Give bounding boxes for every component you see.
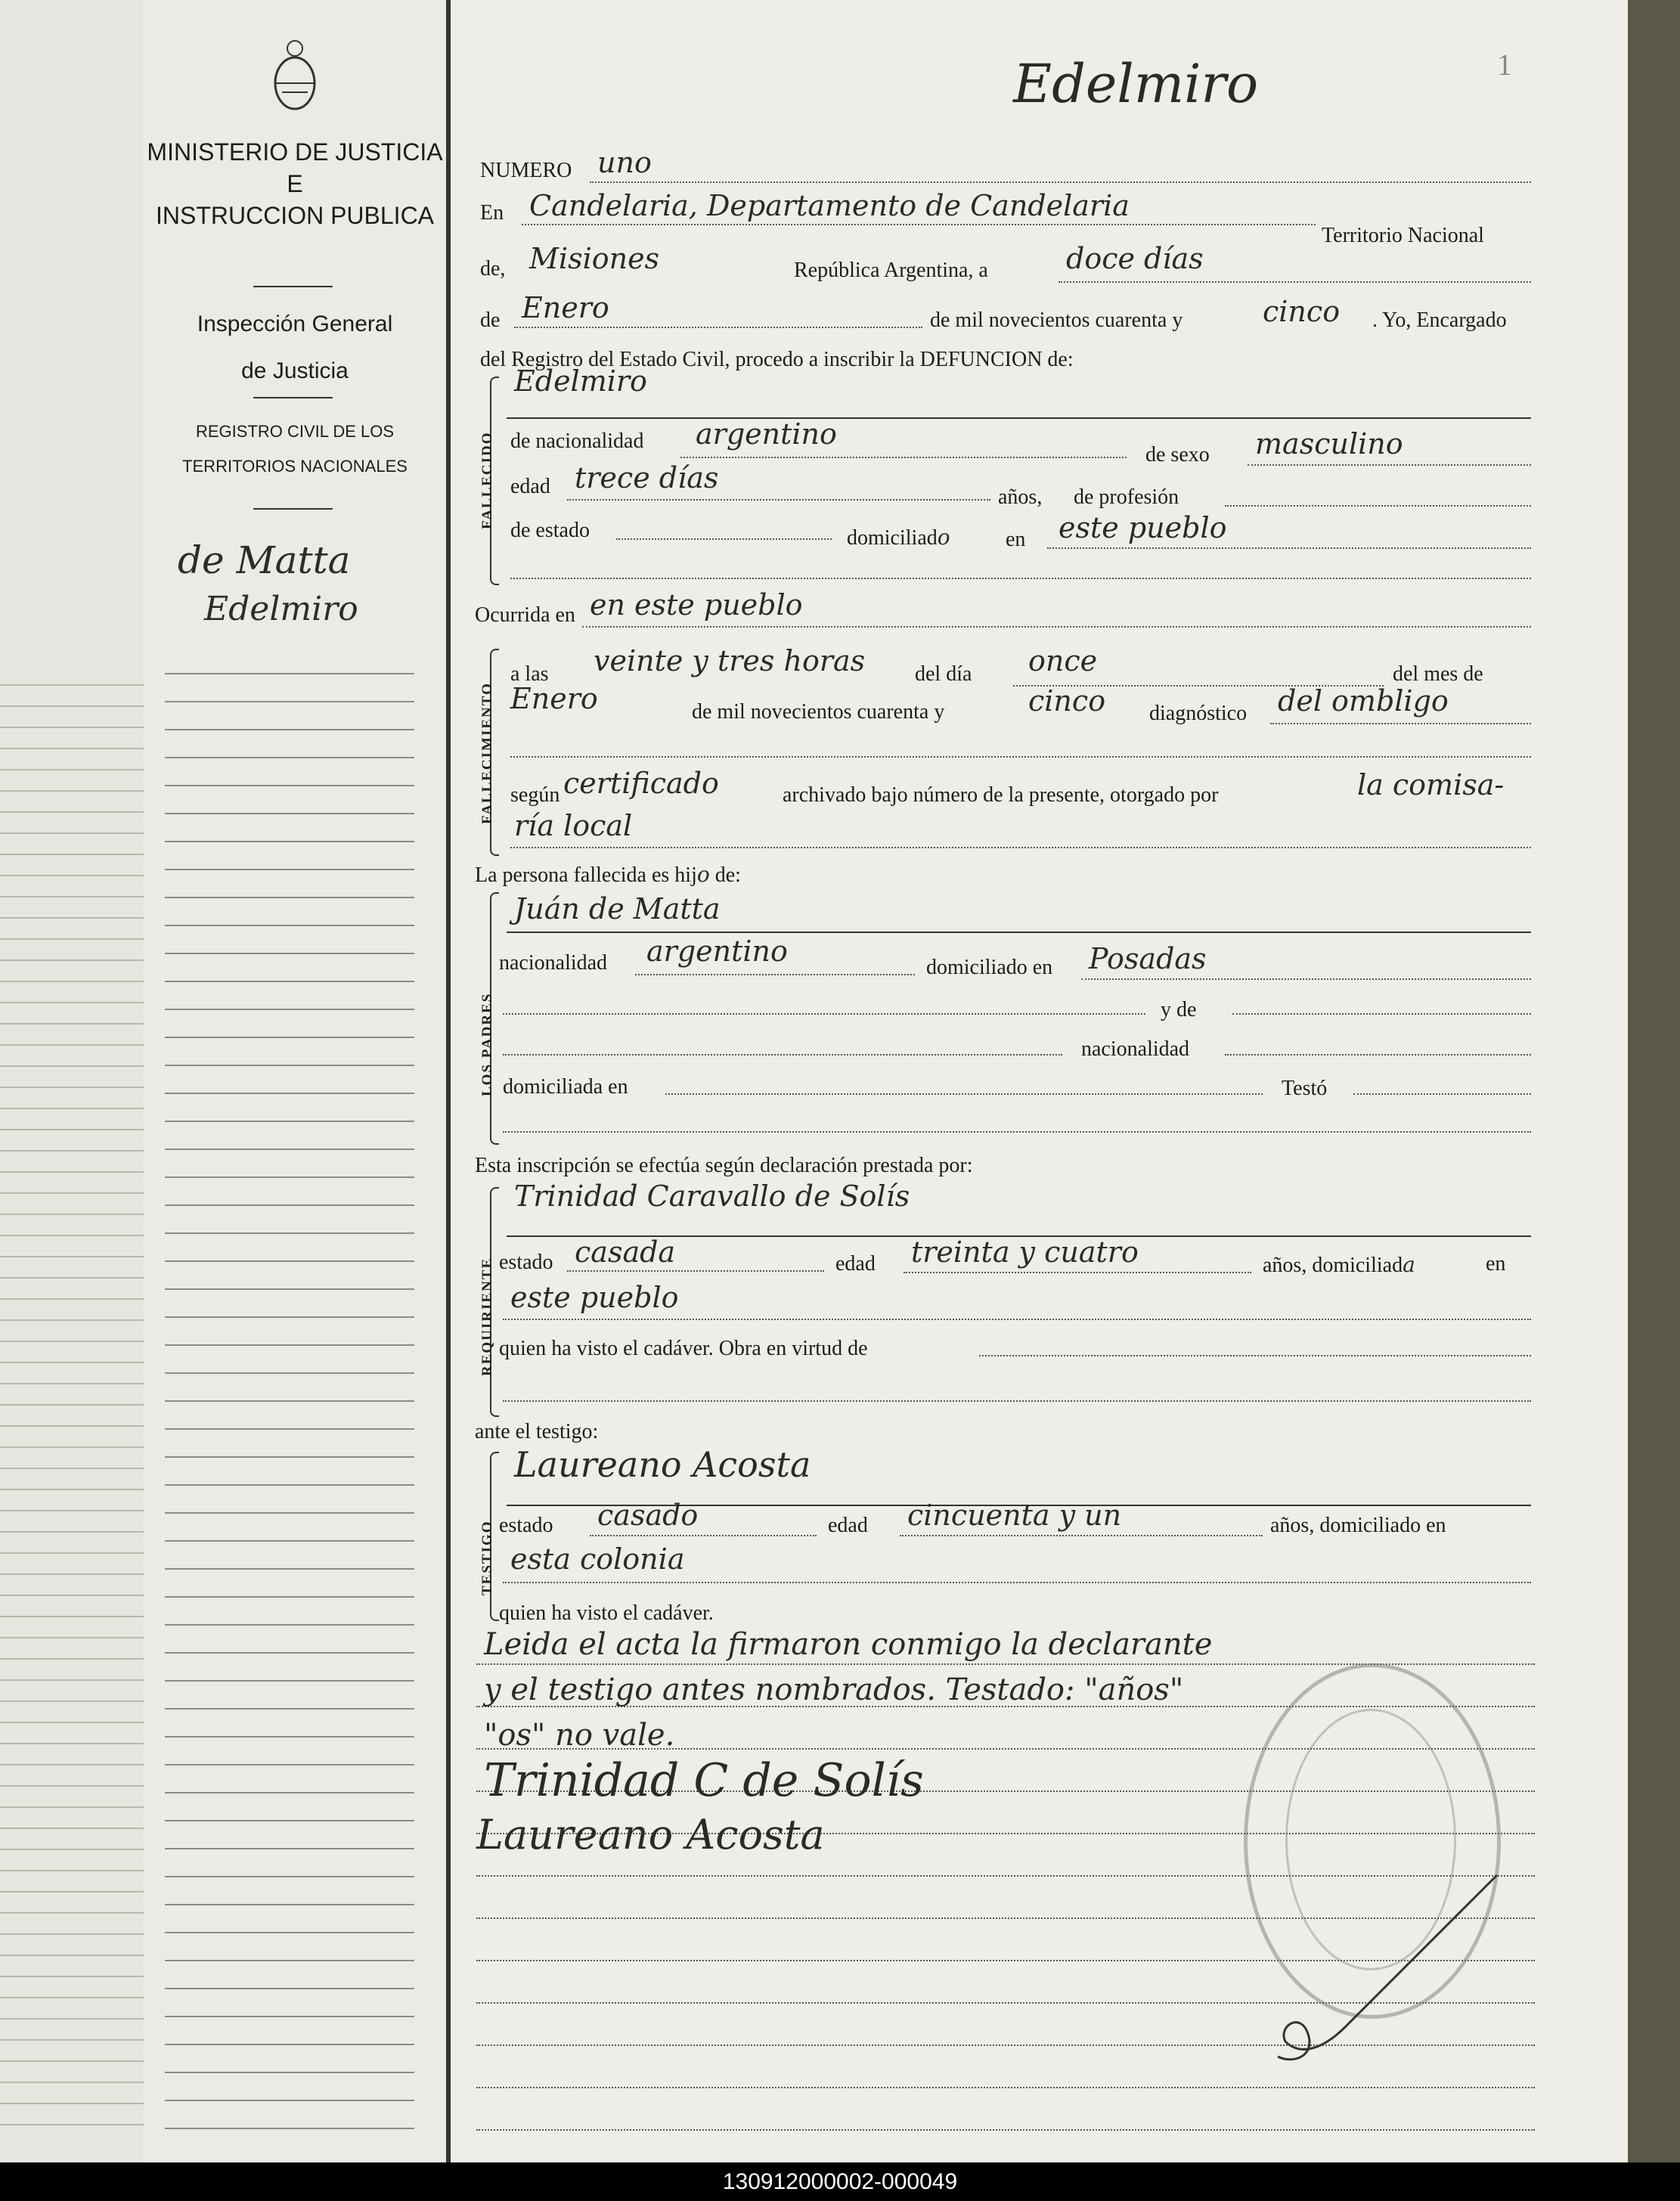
footer-id: 130912000002-000049 [0,2162,1680,2201]
del-dia-label: del día [915,662,972,686]
left-page-rule [0,1637,144,1638]
stub-rule [165,1540,414,1542]
left-page-rule [0,1150,144,1152]
divider [253,286,333,287]
padres-intro-suffix: o [696,862,710,887]
requiriente-anos-text: años, domiciliad [1263,1254,1403,1277]
left-page-rule [0,1933,144,1935]
ministry-line-1: MINISTERIO DE JUSTICIA [147,138,443,166]
stub-rule [165,1596,414,1598]
left-page-rule [0,1573,144,1575]
rule [665,1093,1263,1095]
republica-label: República Argentina, a [794,259,988,282]
stub-rule [165,1093,414,1094]
stub-rule [165,2128,414,2129]
closing-rule [476,2129,1535,2131]
testigo-anos-label: años, domiciliado en [1270,1514,1446,1537]
left-page-rule [0,1404,144,1406]
requiriente-edad-label: edad [835,1252,876,1276]
testigo-domicilio: esta colonia [510,1542,685,1576]
nacionalidad-label: de nacionalidad [510,429,644,453]
left-page-rule [0,748,144,749]
rule [503,1400,1531,1402]
left-page-rule [0,1955,144,1956]
left-page-rule [0,938,144,940]
rule [510,578,1531,579]
stub-rule [165,1288,414,1290]
stub-given-name: Edelmiro [204,590,358,628]
estado-label: de estado [510,519,590,542]
domicilio-value: este pueblo [1059,511,1227,544]
stub-rule [165,701,414,702]
rule [635,974,915,975]
left-page-rule [0,1743,144,1744]
rule [590,1535,817,1536]
left-page-rule [0,1362,144,1363]
left-page-rule [0,1679,144,1681]
padres-domiciliado-label: domiciliado en [926,956,1053,979]
en-label: En [480,201,504,225]
profesion-label: de profesión [1074,485,1179,509]
segun-label: según [510,783,560,807]
stub-rule [165,1344,414,1346]
stub-rule [165,785,414,786]
registry-line-1: REGISTRO CIVIL DE LOS [195,422,395,441]
left-page-rule [0,1891,144,1893]
rule [503,1013,1145,1015]
stub-rule [165,953,414,954]
rule [1047,547,1531,549]
left-page-rule [0,1658,144,1660]
rule [590,181,1531,183]
left-page-rule [0,1595,144,1596]
left-page-rule [0,2082,144,2083]
nacionalidad-value: argentino [696,417,837,451]
padre-value: Juán de Matta [514,892,721,925]
ocurrida-label: Ocurrida en [475,603,575,627]
padres-nacionalidad-label: nacionalidad [499,951,608,975]
left-page-rule [0,1341,144,1342]
requiriente-anos-label [1263,1252,1415,1278]
left-page-rule [0,2060,144,2062]
left-page-rule [0,854,144,855]
rule [900,1535,1263,1536]
left-page-rule [0,1002,144,1003]
left-page-rule [0,1256,144,1257]
stub-rule [165,925,414,926]
fallecido-side-label: FALLECIDO [479,431,495,529]
closing-rule [476,2087,1535,2088]
padres-domicilio-value: Posadas [1089,942,1207,975]
sexo-label: de sexo [1145,443,1210,467]
stub-rule [165,1652,414,1654]
requiriente-intro: Esta inscripción se efectúa según declaración prestada por: [475,1154,973,1177]
testigo-edad-label: edad [828,1514,868,1537]
padres-nacionalidad-value: argentino [646,935,788,968]
left-page-rule [0,1023,144,1025]
stub-rule [165,2100,414,2101]
stub-rule [165,1204,414,1206]
hora-value: veinte y tres horas [594,644,866,677]
left-page-rule [0,1425,144,1427]
testigo-visto-label: quien ha visto el cadáver. [499,1601,714,1625]
rule [503,1319,1531,1320]
rule [567,1270,824,1272]
rule [582,626,1531,628]
inspection-line-2: de Justicia [241,358,349,383]
closing-line-2: y el testigo antes nombrados. Testado: "años" [484,1672,1184,1707]
rule [1232,1013,1531,1015]
left-page-rule [0,2103,144,2104]
de2-label: de [480,308,501,332]
ministry-line-3: INSTRUCCION PUBLICA [155,202,435,229]
closing-line-3: "os" no vale. [484,1718,675,1753]
rule [680,457,1127,458]
y-de-label: y de [1161,998,1197,1021]
stub-rule [165,1176,414,1178]
left-page-rule [0,1849,144,1850]
otorgado-value: la comisa- [1357,768,1505,801]
registry-line-2: TERRITORIOS NACIONALES [182,457,408,476]
stub-rule [165,981,414,982]
rule [503,1054,1062,1056]
signature-declarante: Trinidad C de Solís [484,1754,924,1807]
rule [979,1355,1531,1356]
rule [503,1131,1531,1133]
dia-value: once [1028,644,1098,677]
left-page-rule [0,1108,144,1109]
left-page-rule [0,1722,144,1723]
rule [1248,464,1531,466]
left-page-rule [0,705,144,707]
stub-rule [165,1568,414,1570]
stub-rule [165,1680,414,1682]
inspection-line-1: Inspección General [197,312,393,336]
left-page-rule [0,1912,144,1914]
rule [1225,1054,1531,1056]
domiciliado-label-text: domiciliad [847,526,938,550]
otorgado-value-2: ría local [514,809,633,842]
official-signature-icon [1255,1860,1512,2072]
stub-rule [165,1260,414,1262]
numero-label: NUMERO [480,159,572,182]
title-note: Edelmiro [1013,53,1259,115]
left-page-rule [0,769,144,770]
stub-rule [165,1820,414,1821]
left-page-rule [0,917,144,919]
mes-value: Enero [510,682,598,715]
stub-rule [165,1988,414,1989]
archivado-label: archivado bajo número de la presente, otorgado por [783,783,1219,807]
left-page-rule [0,2124,144,2125]
stub-rule [165,1316,414,1318]
rule [1059,281,1531,283]
stub-rule [165,1428,414,1430]
left-page-rule [0,1700,144,1702]
place-value: Candelaria, Departamento de Candelaria [529,189,1130,222]
testigo-estado-value: casado [597,1499,699,1532]
fallecimiento-side-label: FALLECIMIENTO [479,682,495,824]
stub-rule [165,1149,414,1150]
stub-rule [165,1624,414,1626]
padres-nacionalidad2-label: nacionalidad [1081,1037,1190,1061]
month-value: Enero [522,291,609,324]
padres-intro [475,862,741,888]
left-page [0,0,144,2162]
stub-rule [165,1009,414,1010]
diagnostico-value: del ombligo [1278,684,1449,718]
left-page-rule [0,875,144,876]
left-page-rule [0,1171,144,1173]
left-page-rule [0,1785,144,1787]
territory-value: Misiones [529,242,660,275]
left-page-rule [0,1806,144,1808]
stub-rule [165,1904,414,1905]
testigo-estado-label: estado [499,1514,553,1537]
mes-label: del mes de [1393,662,1483,686]
left-page-rule [0,1277,144,1279]
stub-rule [165,1065,414,1066]
mil-label: de mil novecientos cuarenta y [930,308,1183,332]
left-page-rule [0,896,144,897]
registro-label: del Registro del Estado Civil, procedo a inscribir la DEFUNCION de: [480,348,1074,371]
stub-rule [165,1232,414,1234]
padres-side-label: LOS PADRES [479,992,495,1096]
left-page-rule [0,727,144,728]
certificado-value: certificado [563,767,719,800]
left-page-rule [0,1087,144,1088]
page-number: 1 [1497,48,1512,82]
left-page-rule [0,832,144,834]
left-page-rule [0,1552,144,1554]
testigo-nombre: Laureano Acosta [514,1444,811,1485]
testigo-intro: ante el testigo: [475,1420,599,1443]
sexo-value: masculino [1255,427,1403,460]
left-page-rule [0,1976,144,1977]
stub-rule [165,757,414,758]
inspection-heading [144,301,446,395]
edad-label: edad [510,475,550,498]
stub-surname: de Matta [178,538,351,582]
stub-rule [165,1932,414,1933]
requiriente-anos-suffix: a [1403,1252,1415,1277]
left-page-rule [0,1192,144,1194]
rule [1225,505,1531,507]
padres-intro-text: La persona fallecida es hij [475,863,697,887]
requiriente-side-label: REQUIRIENTE [479,1257,495,1376]
left-page-rule [0,1383,144,1384]
rule [616,538,832,540]
rule [522,224,1316,225]
stub-rule [165,1764,414,1765]
left-page-rule [0,1764,144,1765]
left-page-rule [0,2039,144,2041]
left-page-rule [0,1446,144,1448]
stub-rule [165,1037,414,1038]
a-las-label: a las [510,662,549,686]
anos-label: años, [998,485,1043,509]
stub-rule [165,2044,414,2045]
anio-value: cinco [1028,684,1106,718]
rule [507,932,1531,933]
stub-rule [165,1400,414,1402]
left-page-rule [0,684,144,686]
left-page-rule [0,1531,144,1533]
requiriente-en-label: en [1486,1252,1506,1276]
requiriente-estado-value: casada [575,1235,676,1269]
divider [253,397,333,398]
mil2-label: de mil novecientos cuarenta y [692,700,945,724]
registry-heading [144,414,446,484]
padres-intro-end: de: [714,863,741,887]
left-page-rule [0,1616,144,1617]
stub-rule [165,1708,414,1710]
left-page-rule [0,1997,144,1998]
left-page-rule [0,1489,144,1490]
rule [1353,1093,1531,1095]
numero-value: uno [597,146,652,179]
rule [1081,978,1531,980]
stub-rule [165,1512,414,1514]
rule [514,327,922,328]
divider [253,508,333,510]
left-page-rule [0,2018,144,2020]
stub-rule [165,1456,414,1458]
domiciliada-label: domiciliada en [503,1075,628,1099]
fallecido-name: Edelmiro [514,364,647,398]
left-page-rule [0,811,144,813]
territorio-label: Territorio Nacional [1322,224,1484,247]
testo-label: Testó [1282,1077,1328,1100]
rule [507,417,1531,419]
day-value: doce días [1066,242,1204,275]
rule [1270,723,1531,724]
stub-rule [165,673,414,674]
left-page-rule [0,959,144,961]
testigo-edad-value: cincuenta y un [907,1499,1122,1532]
stub-rule [165,897,414,898]
coat-of-arms-icon [268,39,321,115]
domiciliado-suffix: o [937,525,950,550]
stub-rule [165,1848,414,1849]
stub-rule [165,729,414,730]
requiriente-nombre: Trinidad Caravallo de Solís [514,1180,910,1213]
edad-value: trece días [575,461,719,494]
left-page-rule [0,1065,144,1067]
stub-rule [165,1792,414,1793]
stub-rule [165,841,414,842]
left-page-rule [0,790,144,792]
rule [503,1582,1531,1583]
requiriente-edad-value: treinta y cuatro [911,1235,1139,1269]
en-label: en [1006,528,1026,551]
left-page-rule [0,1044,144,1046]
left-page-rule [0,981,144,982]
stub-rule [165,1876,414,1877]
year-value: cinco [1263,295,1341,328]
stub-rule [165,1960,414,1961]
left-page-rule [0,1319,144,1321]
closing-line-1: Leida el acta la firmaron conmigo la declarante [484,1627,1213,1662]
requiriente-visto-label: quien ha visto el cadáver. Obra en virtud de [499,1337,868,1360]
requiriente-domicilio: este pueblo [510,1281,679,1314]
rule [510,756,1531,758]
signature-testigo: Laureano Acosta [476,1811,825,1858]
left-page-rule [0,1129,144,1130]
testigo-side-label: TESTIGO [479,1520,495,1595]
stub-rule [165,2016,414,2017]
stub-rule [165,1484,414,1486]
stub-rule [165,813,414,814]
requiriente-estado-label: estado [499,1251,553,1274]
left-page-rule [0,1298,144,1300]
left-page-rule [0,1510,144,1511]
ministry-line-2: E [287,170,303,197]
left-page-rule [0,1214,144,1215]
book-cover-edge [1626,0,1680,2162]
de-label: de, [480,257,506,281]
stub-rule [165,2072,414,2073]
rule [904,1272,1251,1273]
stub-rule [165,869,414,870]
ministry-heading [144,136,446,231]
stub-rule [165,1372,414,1374]
rule [567,499,990,501]
stub-rule [165,1121,414,1122]
ocurrida-value: en este pueblo [590,588,803,622]
left-page-rule [0,1870,144,1871]
yo-label: . Yo, Encargado [1372,308,1507,332]
stub-rule [165,1736,414,1738]
diagnostico-label: diagnóstico [1149,702,1248,725]
rule [510,847,1531,848]
domiciliado-label [847,525,950,550]
left-page-rule [0,1827,144,1829]
left-page-rule [0,1235,144,1236]
left-page-rule [0,1468,144,1469]
